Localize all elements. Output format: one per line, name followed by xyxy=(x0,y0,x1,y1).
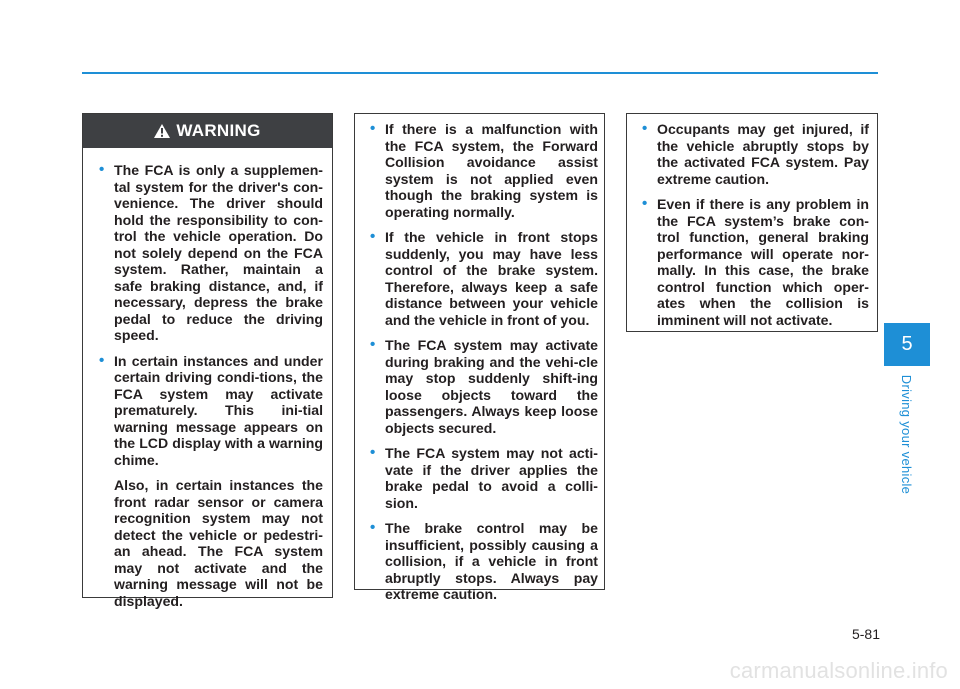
bullet-dot: • xyxy=(370,519,376,536)
chapter-title-vertical xyxy=(884,368,930,500)
chapter-tab[interactable] xyxy=(884,323,930,366)
bullet-dot: • xyxy=(99,351,105,369)
bullet-dot: • xyxy=(642,120,648,137)
caution-box-middle xyxy=(354,113,605,602)
list-item-text: If the vehicle in front stops suddenly, you may have less control of the brake system. Therefore, always keep a safe distance between your vehicle and the vehicle in front of you. xyxy=(385,229,598,328)
list-item xyxy=(635,196,869,328)
bullet-dot: • xyxy=(370,336,376,353)
list-item-text: The FCA system may activate during braking and the vehi-cle may stop suddenly shift-ing loose objects toward the passengers. Always keep loose objects secured. xyxy=(385,337,598,436)
bullet-dot: • xyxy=(370,444,376,461)
list-item xyxy=(92,162,323,344)
watermark: carmanualsonline.info xyxy=(729,658,948,683)
middle-list xyxy=(355,114,604,603)
list-item-text: Even if there is any problem in the FCA system’s brake con-trol function, general braking performance will operate nor-mally. In this case, the brake control function which oper-ates when the collision is imminent will not activate. xyxy=(657,196,869,328)
warning-box xyxy=(82,113,333,609)
bullet-dot: • xyxy=(370,120,376,137)
list-item xyxy=(92,353,323,610)
warning-triangle-icon xyxy=(154,124,170,138)
list-item-extra-text: Also, in certain instances the front radar sensor or camera recognition system may not detect the vehicle or pedestri-an ahead. The FCA system may not activate and the warning message will not be displayed. xyxy=(114,477,323,609)
list-item xyxy=(363,337,598,436)
bullet-dot: • xyxy=(99,161,105,178)
list-item xyxy=(363,229,598,328)
list-item-text: The FCA is only a supplemen-tal system for the driver's con-venience. The driver should hold the responsibility to con-trol the vehicle operation. Do not solely depend on the FCA system. Rather, maintain a safe braking distance, and, if necessary, depress the brake pedal to reduce the driving speed. xyxy=(114,162,323,343)
list-item xyxy=(363,520,598,603)
list-item xyxy=(363,121,598,220)
list-item-text: The FCA system may not acti-vate if the driver applies the brake pedal to avoid a colli-sion. xyxy=(385,445,598,511)
page-number: 5-81 xyxy=(851,626,880,642)
warning-header xyxy=(83,114,332,148)
top-rule xyxy=(82,72,878,74)
list-item xyxy=(363,445,598,511)
bullet-dot: • xyxy=(642,195,648,212)
chapter-number: 5 xyxy=(901,333,913,355)
chapter-title: Driving your vehicle xyxy=(899,374,915,494)
warning-list xyxy=(83,148,332,609)
list-item-text: In certain instances and under certain driving condi-tions, the FCA system may activate prematurely. This ini-tial warning message appears on the LCD display with a warning chime. xyxy=(114,352,323,468)
list-item-text: The brake control may be insufficient, possibly causing a collision, if a vehicle in front abruptly stops. Always pay extreme caution. xyxy=(385,520,598,602)
list-item xyxy=(635,121,869,187)
caution-box-right xyxy=(626,113,878,332)
bullet-dot: • xyxy=(370,228,376,245)
list-item-text: Occupants may get injured, if the vehicle abruptly stops by the activated FCA system. Pay extreme caution. xyxy=(657,121,869,187)
right-list xyxy=(627,114,877,328)
warning-title: WARNING xyxy=(176,121,261,140)
list-item-text: If there is a malfunction with the FCA system, the Forward Collision avoidance assist system is not applied even though the braking system is operating normally. xyxy=(385,121,598,220)
